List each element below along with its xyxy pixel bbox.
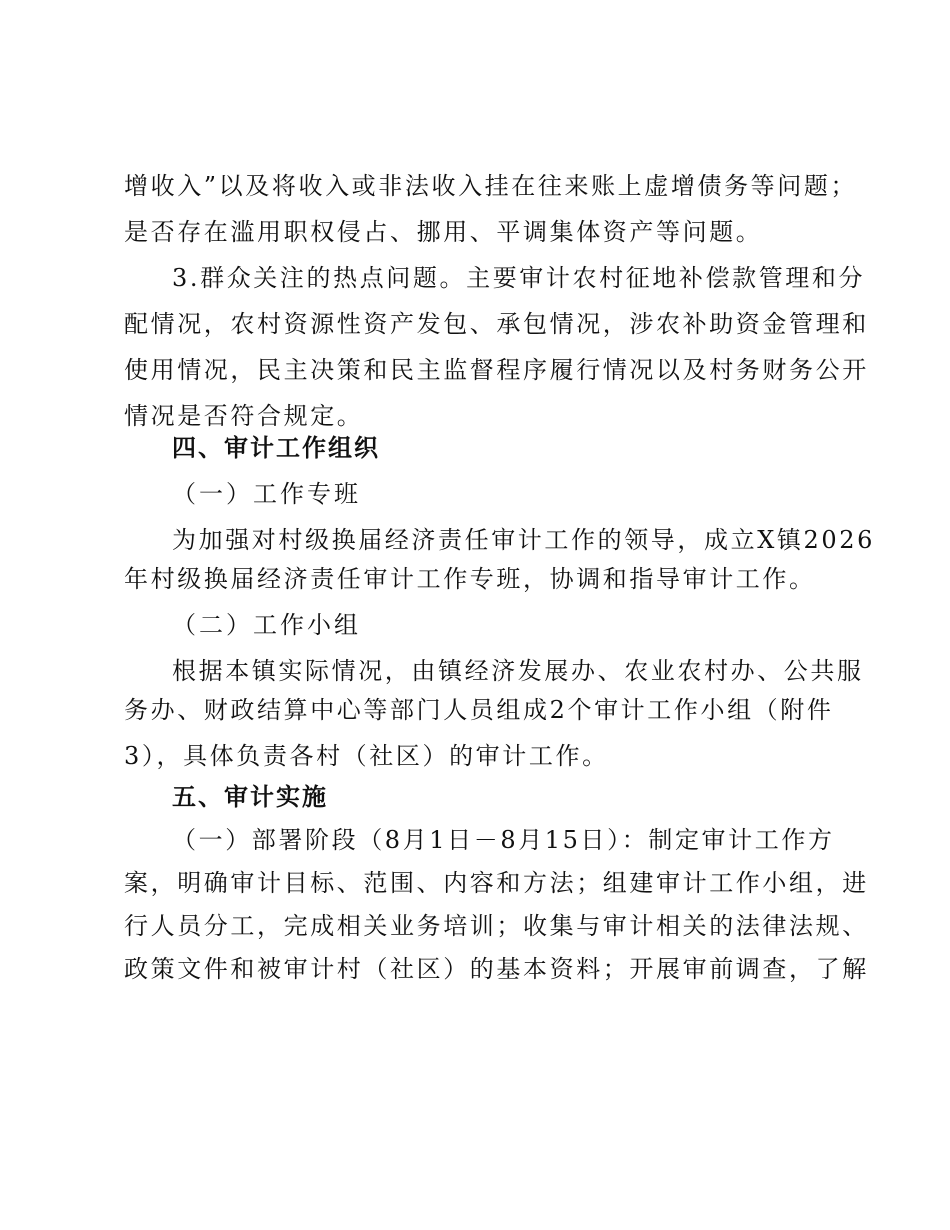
paragraph-line: 年村级换届经济责任审计工作专班，协调和指导审计工作。 [124,565,816,593]
paragraph-line: 案，明确审计目标、范围、内容和方法；组建审计工作小组，进 [124,869,869,897]
paragraph-line: 配情况，农村资源性资产发包、承包情况，涉农补助资金管理和 [124,310,869,338]
paragraph-line: 3.群众关注的热点问题。主要审计农村征地补偿款管理和分 [172,264,866,292]
paragraph-line: 根据本镇实际情况，由镇经济发展办、农业农村办、公共服 [172,657,864,685]
subsection-heading: （二）工作小组 [172,611,361,639]
subsection-heading: （一）工作专班 [172,480,361,508]
paragraph-line: 是否存在滥用职权侵占、挪用、平调集体资产等问题。 [124,218,763,246]
paragraph-line: 情况是否符合规定。 [124,402,364,430]
paragraph-line: 务办、财政结算中心等部门人员组成2个审计工作小组（附件 [124,696,834,724]
paragraph-line: 3），具体负责各村（社区）的审计工作。 [124,742,609,770]
section-heading: 五、审计实施 [172,783,328,811]
paragraph-line: 使用情况，民主决策和民主监督程序履行情况以及村务财务公开 [124,356,869,384]
paragraph-line: （一）部署阶段（8月1日－8月15日）：制定审计工作方 [172,826,835,854]
paragraph-line: 增收入”以及将收入或非法收入挂在往来账上虚增债务等问题； [124,172,858,200]
paragraph-line: 行人员分工，完成相关业务培训；收集与审计相关的法律法规、 [124,912,869,940]
section-heading: 四、审计工作组织 [172,434,380,462]
paragraph-line: 政策文件和被审计村（社区）的基本资料；开展审前调查，了解 [124,955,869,983]
paragraph-line: 为加强对村级换届经济责任审计工作的领导，成立X镇2026 [172,526,875,554]
